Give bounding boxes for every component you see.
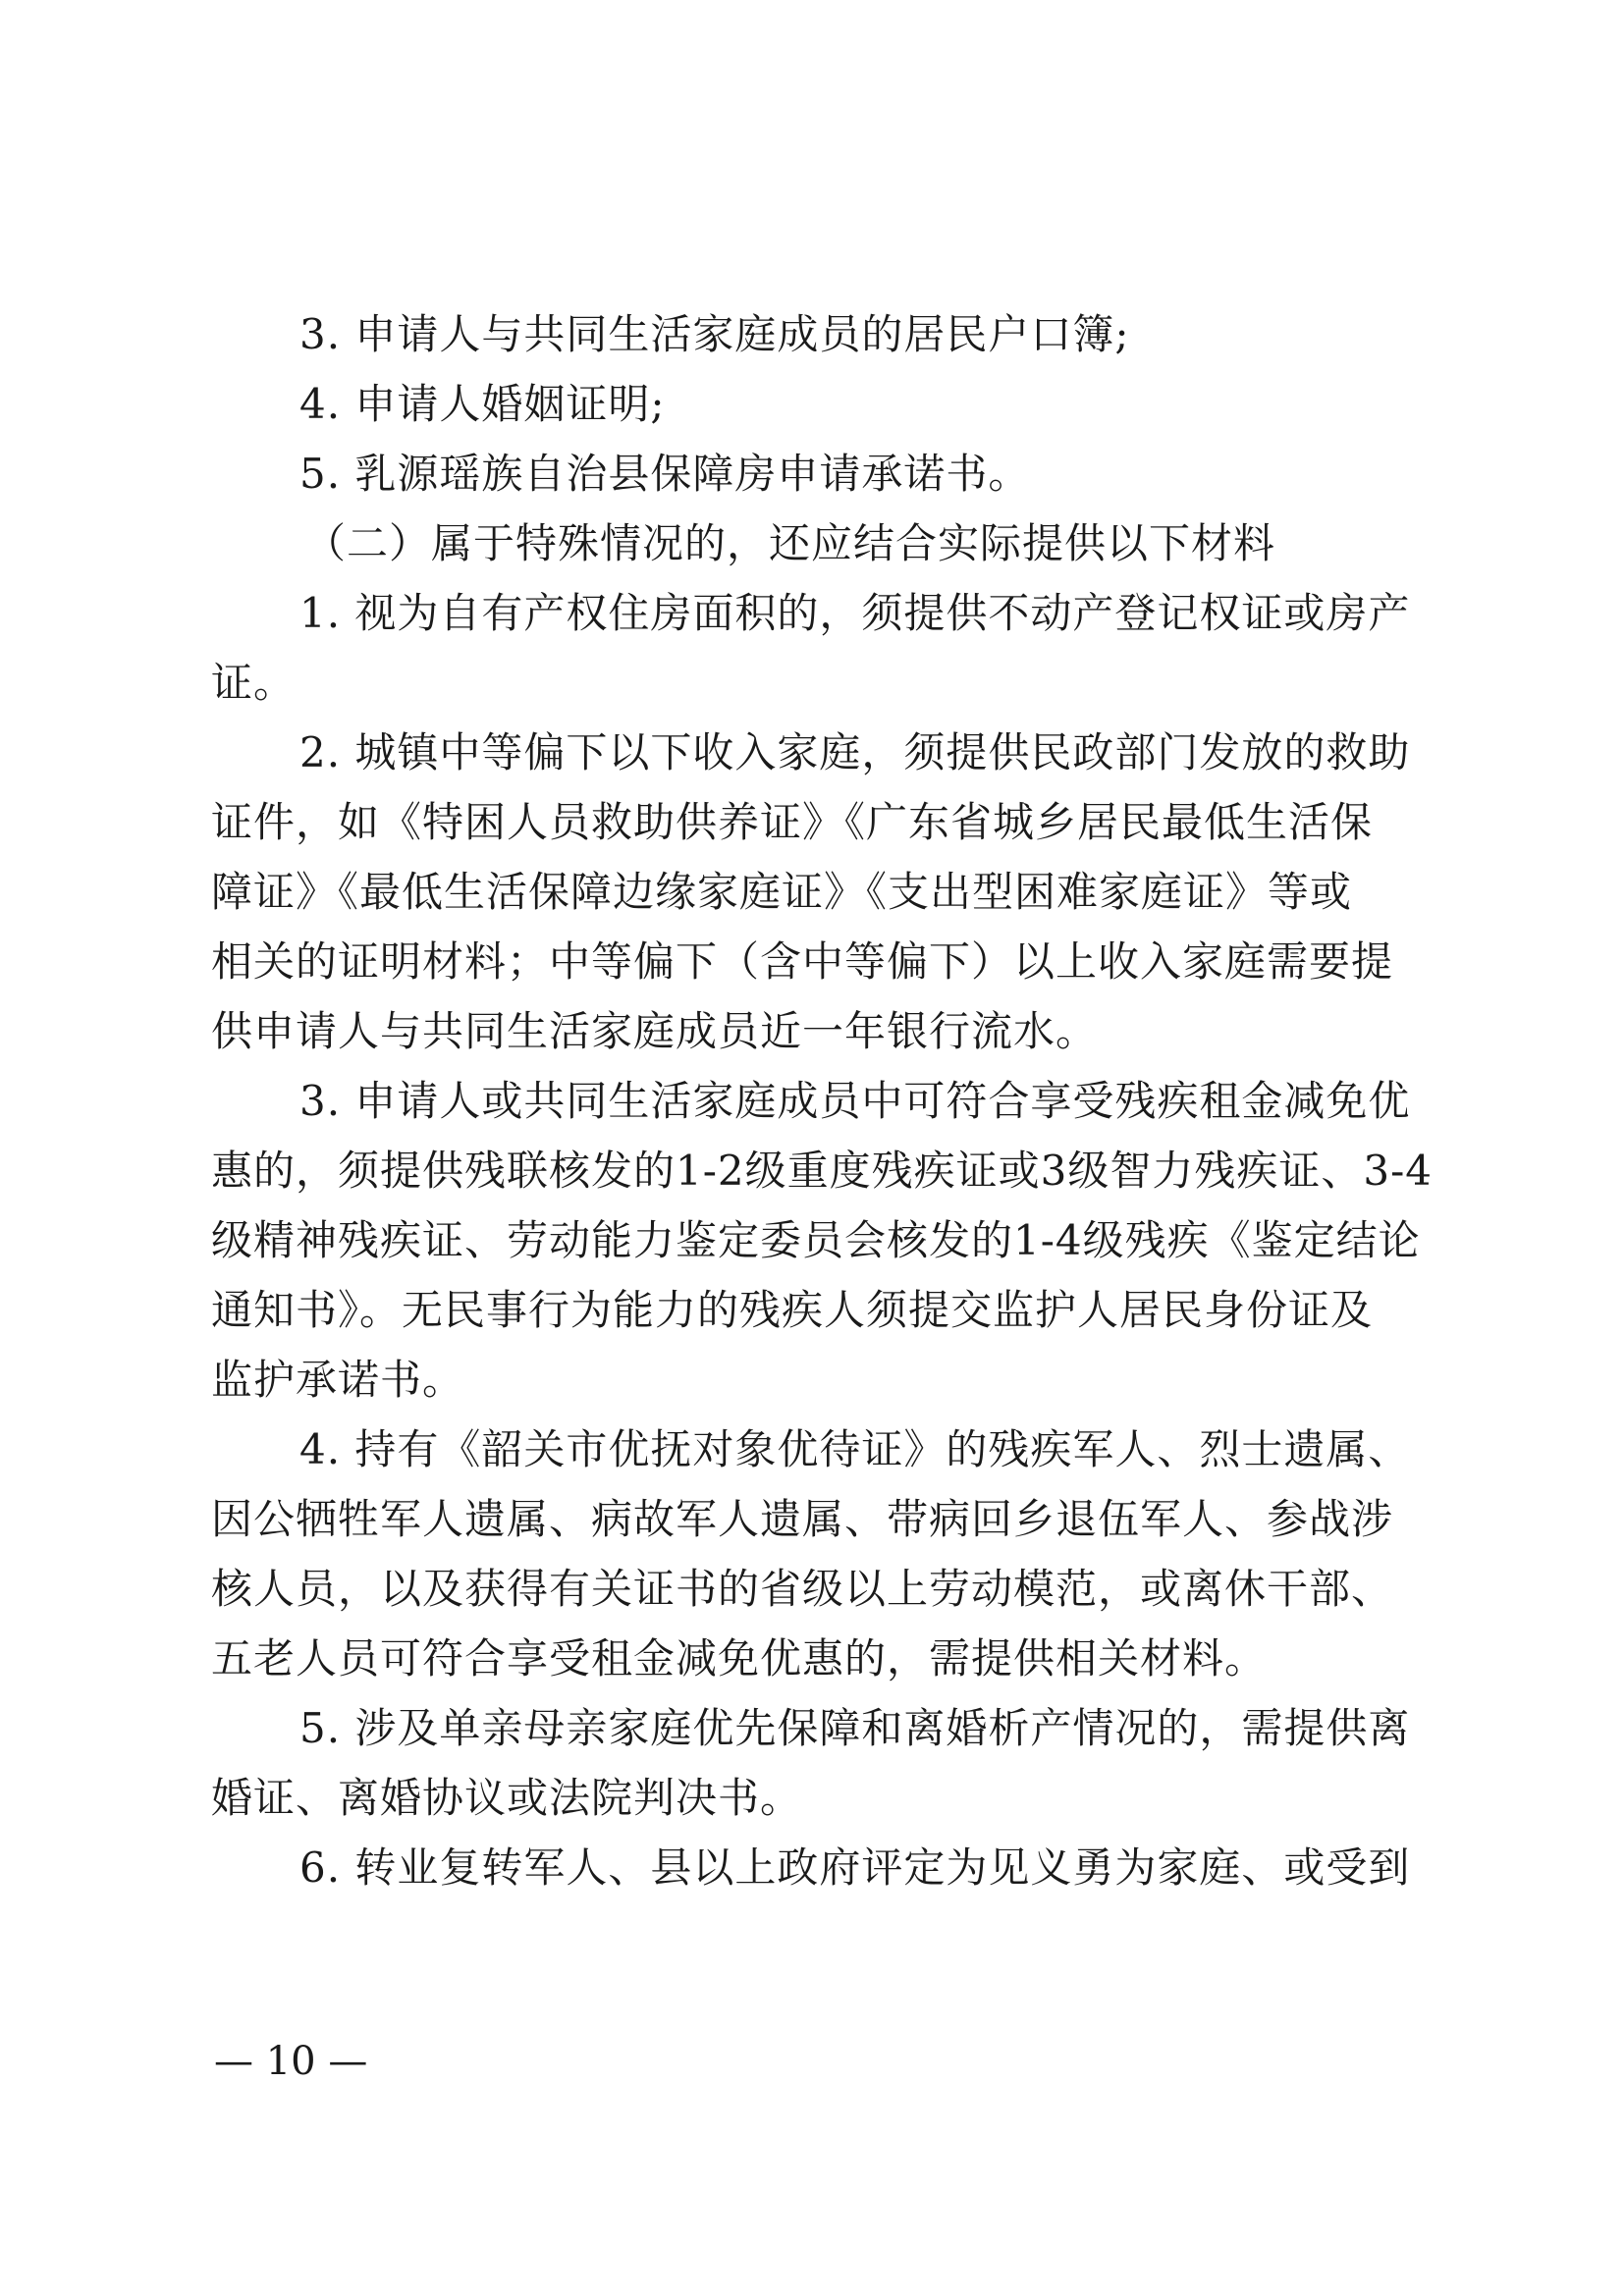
text-line: 婚证、离婚协议或法院判决书。 [211, 1774, 803, 1822]
text-line: 通知书》。无民事行为能力的残疾人须提交监护人居民身份证及 [211, 1286, 1374, 1334]
text-line: 3. 申请人或共同生活家庭成员中可符合享受残疾租金减免优 [299, 1077, 1411, 1125]
text-line: 供申请人与共同生活家庭成员近一年银行流水。 [211, 1007, 1099, 1055]
text-line: 惠的，须提供残联核发的1-2级重度残疾证或3级智力残疾证、3-4 [211, 1147, 1433, 1195]
text-line: 5. 乳源瑶族自治县保障房申请承诺书。 [299, 450, 1031, 498]
document-body [211, 299, 1433, 1902]
text-line: 相关的证明材料；中等偏下（含中等偏下）以上收入家庭需要提 [211, 937, 1394, 986]
text-line: 2. 城镇中等偏下以下收入家庭，须提供民政部门发放的救助 [299, 728, 1411, 776]
text-line: 监护承诺书。 [211, 1356, 465, 1404]
text-line: 五老人员可符合享受租金减免优惠的，需提供相关材料。 [211, 1634, 1268, 1682]
text-line: 6. 转业复转军人、县以上政府评定为见义勇为家庭、或受到 [299, 1843, 1411, 1892]
text-line: 1. 视为自有产权住房面积的，须提供不动产登记权证或房产 [299, 589, 1411, 637]
text-line: 级精神残疾证、劳动能力鉴定委员会核发的1-4级残疾《鉴定结论 [211, 1216, 1421, 1264]
text-line: 障证》《最低生活保障边缘家庭证》《支出型困难家庭证》等或 [211, 868, 1353, 916]
text-line: 4. 持有《韶关市优抚对象优待证》的残疾军人、烈士遗属、 [299, 1425, 1411, 1473]
page-number: — 10 — [214, 2039, 368, 2084]
text-line: 4. 申请人婚姻证明; [299, 380, 666, 428]
text-line: 证。 [211, 659, 297, 707]
text-line: （二）属于特殊情况的，还应结合实际提供以下材料 [304, 519, 1276, 567]
text-line: 5. 涉及单亲母亲家庭优先保障和离婚析产情况的，需提供离 [299, 1704, 1411, 1752]
text-line: 因公牺牲军人遗属、病故军人遗属、带病回乡退伍军人、参战涉 [211, 1495, 1394, 1543]
text-line: 核人员，以及获得有关证书的省级以上劳动模范，或离休干部、 [211, 1565, 1394, 1613]
text-line: 3. 申请人与共同生活家庭成员的居民户口簿; [299, 310, 1130, 358]
text-line: 证件，如《特困人员救助供养证》《广东省城乡居民最低生活保 [211, 798, 1374, 846]
